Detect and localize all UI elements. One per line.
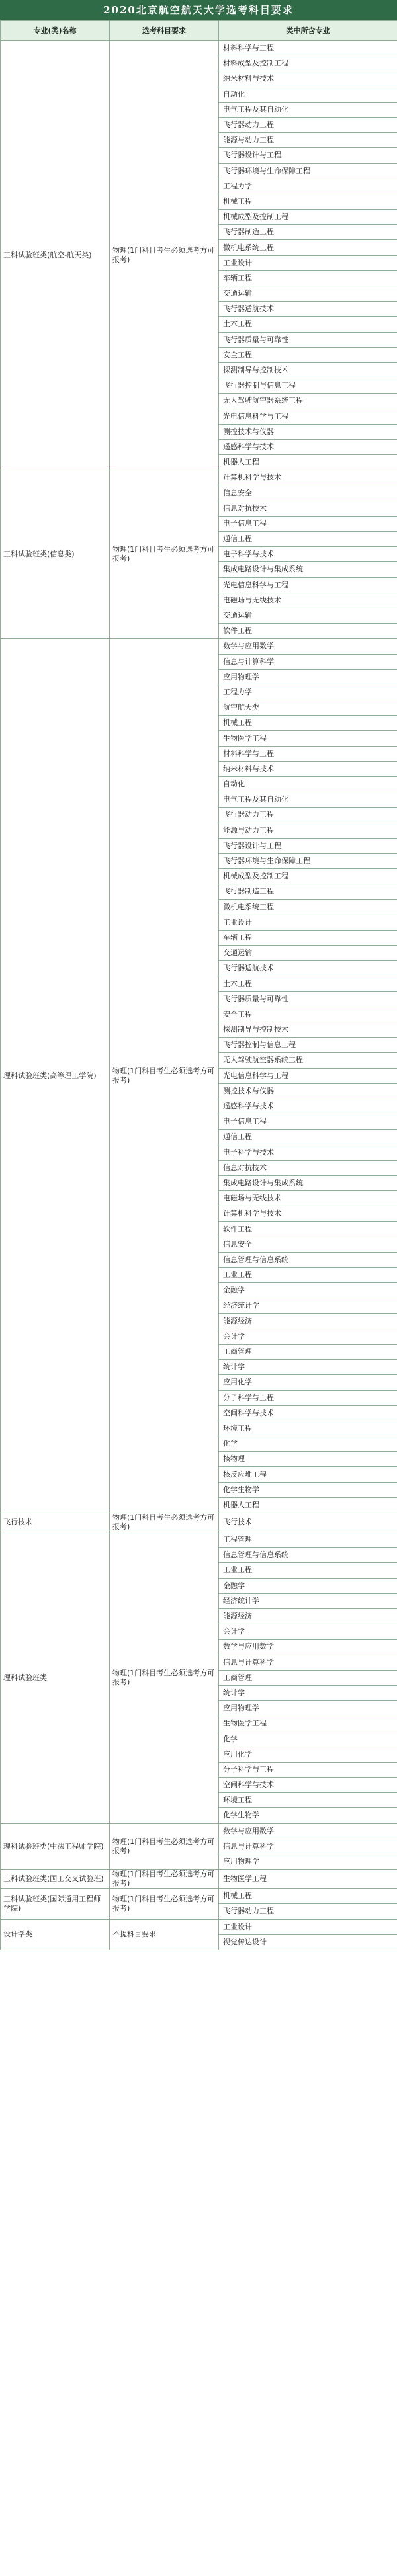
included-major-cell: 环境工程	[219, 1421, 397, 1436]
header-major-category: 专业(类)名称	[1, 21, 110, 41]
included-major-cell: 信息与计算科学	[219, 654, 397, 669]
included-major-cell: 机械工程	[219, 1889, 397, 1904]
included-major-cell: 应用化学	[219, 1375, 397, 1390]
included-major-cell: 机械成型及控制工程	[219, 210, 397, 225]
included-major-cell: 数学与应用数学	[219, 639, 397, 654]
included-major-cell: 信息对抗技术	[219, 1160, 397, 1175]
included-major-cell: 工业设计	[219, 1919, 397, 1934]
included-major-cell: 电子科学与技术	[219, 1145, 397, 1160]
included-major-cell: 应用物理学	[219, 1701, 397, 1716]
header-subject-requirement: 选考科目要求	[110, 21, 219, 41]
included-major-cell: 安全工程	[219, 347, 397, 362]
included-major-cell: 飞行器动力工程	[219, 117, 397, 132]
included-major-cell: 土木工程	[219, 317, 397, 332]
included-major-cell: 光电信息科学与工程	[219, 1068, 397, 1083]
included-major-cell: 化学	[219, 1731, 397, 1747]
included-major-cell: 信息管理与信息系统	[219, 1548, 397, 1563]
included-major-cell: 生物医学工程	[219, 1870, 397, 1889]
included-major-cell: 车辆工程	[219, 270, 397, 286]
major-category-cell: 工科试验班类(国际通用工程师学院)	[1, 1889, 110, 1919]
included-major-cell: 环境工程	[219, 1793, 397, 1808]
included-major-cell: 通信工程	[219, 1130, 397, 1145]
included-major-cell: 探测制导与控制技术	[219, 362, 397, 378]
table-header-row	[1, 21, 397, 41]
included-major-cell: 遥感科学与技术	[219, 1099, 397, 1114]
included-major-cell: 数学与应用数学	[219, 1823, 397, 1839]
included-major-cell: 电子信息工程	[219, 516, 397, 531]
included-major-cell: 微机电系统工程	[219, 899, 397, 915]
included-major-cell: 核反应堆工程	[219, 1467, 397, 1482]
included-major-cell: 电气工程及其自动化	[219, 102, 397, 117]
included-major-cell: 工业工程	[219, 1268, 397, 1283]
included-major-cell: 集成电路设计与集成系统	[219, 562, 397, 577]
subject-requirement-cell: 物理(1门科目考生必须选考方可报考)	[110, 1513, 219, 1532]
included-major-cell: 测控技术与仪器	[219, 1083, 397, 1099]
table-row	[1, 1870, 397, 1889]
included-major-cell: 材料科学与工程	[219, 41, 397, 56]
subject-requirement-cell: 物理(1门科目考生必须选考方可报考)	[110, 1889, 219, 1919]
included-major-cell: 会计学	[219, 1329, 397, 1344]
subject-requirement-cell: 物理(1门科目考生必须选考方可报考)	[110, 470, 219, 639]
included-major-cell: 电子科学与技术	[219, 547, 397, 562]
included-major-cell: 无人驾驶航空器系统工程	[219, 394, 397, 409]
included-major-cell: 统计学	[219, 1685, 397, 1700]
included-major-cell: 化学	[219, 1436, 397, 1452]
table-row	[1, 1919, 397, 1934]
included-major-cell: 飞行器控制与信息工程	[219, 1038, 397, 1053]
included-major-cell: 工程力学	[219, 179, 397, 194]
table-row	[1, 1532, 397, 1548]
major-category-cell: 飞行技术	[1, 1513, 110, 1532]
included-major-cell: 飞行器控制与信息工程	[219, 378, 397, 394]
included-major-cell: 核物理	[219, 1452, 397, 1467]
subject-requirement-cell: 物理(1门科目考生必须选考方可报考)	[110, 1823, 219, 1870]
requirements-table	[0, 20, 397, 1950]
included-major-cell: 纳米材料与技术	[219, 761, 397, 776]
included-major-cell: 金融学	[219, 1578, 397, 1593]
included-major-cell: 生物医学工程	[219, 731, 397, 746]
table-row	[1, 639, 397, 654]
included-major-cell: 飞行器适航技术	[219, 302, 397, 317]
included-major-cell: 飞行器质量与可靠性	[219, 332, 397, 347]
included-major-cell: 光电信息科学与工程	[219, 409, 397, 424]
included-major-cell: 航空航天类	[219, 700, 397, 716]
included-major-cell: 能源与动力工程	[219, 133, 397, 148]
included-major-cell: 工商管理	[219, 1344, 397, 1359]
included-major-cell: 生物医学工程	[219, 1716, 397, 1731]
included-major-cell: 集成电路设计与集成系统	[219, 1175, 397, 1190]
included-major-cell: 交通运输	[219, 946, 397, 961]
included-major-cell: 空间科学与技术	[219, 1405, 397, 1421]
included-major-cell: 能源经济	[219, 1608, 397, 1624]
included-major-cell: 空间科学与技术	[219, 1778, 397, 1793]
included-major-cell: 材料科学与工程	[219, 746, 397, 761]
major-category-cell: 工科试验班类(信息类)	[1, 470, 110, 639]
included-major-cell: 工程力学	[219, 685, 397, 700]
page-title: 2020北京航空航天大学选考科目要求	[0, 0, 397, 20]
included-major-cell: 机器人工程	[219, 455, 397, 470]
included-major-cell: 电气工程及其自动化	[219, 792, 397, 808]
included-major-cell: 飞行器适航技术	[219, 961, 397, 976]
table-row	[1, 470, 397, 485]
included-major-cell: 飞行器动力工程	[219, 808, 397, 823]
subject-requirement-cell: 不提科目要求	[110, 1919, 219, 1950]
included-major-cell: 应用物理学	[219, 1854, 397, 1869]
included-major-cell: 应用化学	[219, 1747, 397, 1762]
included-major-cell: 交通运输	[219, 608, 397, 623]
included-major-cell: 视觉传达设计	[219, 1934, 397, 1950]
major-category-cell: 理科试验班类(中法工程师学院)	[1, 1823, 110, 1870]
included-major-cell: 金融学	[219, 1283, 397, 1298]
included-major-cell: 应用物理学	[219, 669, 397, 685]
included-major-cell: 分子科学与工程	[219, 1390, 397, 1405]
included-major-cell: 无人驾驶航空器系统工程	[219, 1053, 397, 1068]
included-major-cell: 计算机科学与技术	[219, 1206, 397, 1222]
included-major-cell: 经济统计学	[219, 1593, 397, 1608]
included-major-cell: 经济统计学	[219, 1298, 397, 1313]
included-major-cell: 信息管理与信息系统	[219, 1252, 397, 1267]
included-major-cell: 分子科学与工程	[219, 1762, 397, 1777]
included-major-cell: 安全工程	[219, 1007, 397, 1022]
major-category-cell: 设计学类	[1, 1919, 110, 1950]
included-major-cell: 飞行器制造工程	[219, 225, 397, 240]
major-category-cell: 工科试验班类(航空-航天类)	[1, 41, 110, 470]
included-major-cell: 土木工程	[219, 976, 397, 991]
included-major-cell: 飞行器质量与可靠性	[219, 991, 397, 1007]
included-major-cell: 工商管理	[219, 1670, 397, 1685]
included-major-cell: 工业工程	[219, 1563, 397, 1578]
header-included-majors: 类中所含专业	[219, 21, 397, 41]
included-major-cell: 信息与计算科学	[219, 1839, 397, 1854]
included-major-cell: 机器人工程	[219, 1497, 397, 1513]
included-major-cell: 交通运输	[219, 286, 397, 302]
included-major-cell: 电磁场与无线技术	[219, 1191, 397, 1206]
included-major-cell: 飞行器环境与生命保障工程	[219, 163, 397, 179]
included-major-cell: 机械工程	[219, 194, 397, 209]
included-major-cell: 化学生物学	[219, 1808, 397, 1823]
included-major-cell: 化学生物学	[219, 1482, 397, 1497]
included-major-cell: 通信工程	[219, 532, 397, 547]
subject-requirement-cell: 物理(1门科目考生必须选考方可报考)	[110, 1870, 219, 1889]
included-major-cell: 探测制导与控制技术	[219, 1022, 397, 1038]
included-major-cell: 纳米材料与技术	[219, 71, 397, 87]
included-major-cell: 机械成型及控制工程	[219, 869, 397, 884]
table-row	[1, 1889, 397, 1904]
included-major-cell: 工程管理	[219, 1532, 397, 1548]
included-major-cell: 机械工程	[219, 716, 397, 731]
included-major-cell: 飞行技术	[219, 1513, 397, 1532]
included-major-cell: 工业设计	[219, 915, 397, 930]
included-major-cell: 飞行器设计与工程	[219, 148, 397, 163]
included-major-cell: 飞行器制造工程	[219, 884, 397, 899]
included-major-cell: 飞行器环境与生命保障工程	[219, 853, 397, 868]
included-major-cell: 测控技术与仪器	[219, 424, 397, 439]
included-major-cell: 信息安全	[219, 1237, 397, 1252]
included-major-cell: 光电信息科学与工程	[219, 577, 397, 593]
major-category-cell: 工科试验班类(国工交叉试验班)	[1, 1870, 110, 1889]
included-major-cell: 飞行器动力工程	[219, 1904, 397, 1919]
included-major-cell: 自动化	[219, 777, 397, 792]
included-major-cell: 能源与动力工程	[219, 823, 397, 838]
table-row	[1, 1823, 397, 1839]
included-major-cell: 信息与计算科学	[219, 1655, 397, 1670]
subject-requirement-cell: 物理(1门科目考生必须选考方可报考)	[110, 639, 219, 1513]
major-category-cell: 理科试验班类(高等理工学院)	[1, 639, 110, 1513]
table-body	[1, 41, 397, 1950]
included-major-cell: 数学与应用数学	[219, 1640, 397, 1655]
included-major-cell: 自动化	[219, 87, 397, 102]
included-major-cell: 计算机科学与技术	[219, 470, 397, 485]
included-major-cell: 微机电系统工程	[219, 240, 397, 255]
included-major-cell: 电磁场与无线技术	[219, 593, 397, 608]
included-major-cell: 统计学	[219, 1360, 397, 1375]
table-row	[1, 1513, 397, 1532]
included-major-cell: 车辆工程	[219, 930, 397, 945]
included-major-cell: 信息对抗技术	[219, 501, 397, 516]
included-major-cell: 能源经济	[219, 1313, 397, 1329]
table-row	[1, 41, 397, 56]
included-major-cell: 飞行器设计与工程	[219, 838, 397, 853]
included-major-cell: 遥感科学与技术	[219, 439, 397, 454]
included-major-cell: 电子信息工程	[219, 1114, 397, 1130]
included-major-cell: 软件工程	[219, 624, 397, 639]
included-major-cell: 会计学	[219, 1624, 397, 1640]
included-major-cell: 信息安全	[219, 485, 397, 501]
major-category-cell: 理科试验班类	[1, 1532, 110, 1824]
subject-requirement-cell: 物理(1门科目考生必须选考方可报考)	[110, 1532, 219, 1824]
included-major-cell: 软件工程	[219, 1222, 397, 1237]
included-major-cell: 材料成型及控制工程	[219, 56, 397, 71]
included-major-cell: 工业设计	[219, 255, 397, 270]
subject-requirement-cell: 物理(1门科目考生必须选考方可报考)	[110, 41, 219, 470]
